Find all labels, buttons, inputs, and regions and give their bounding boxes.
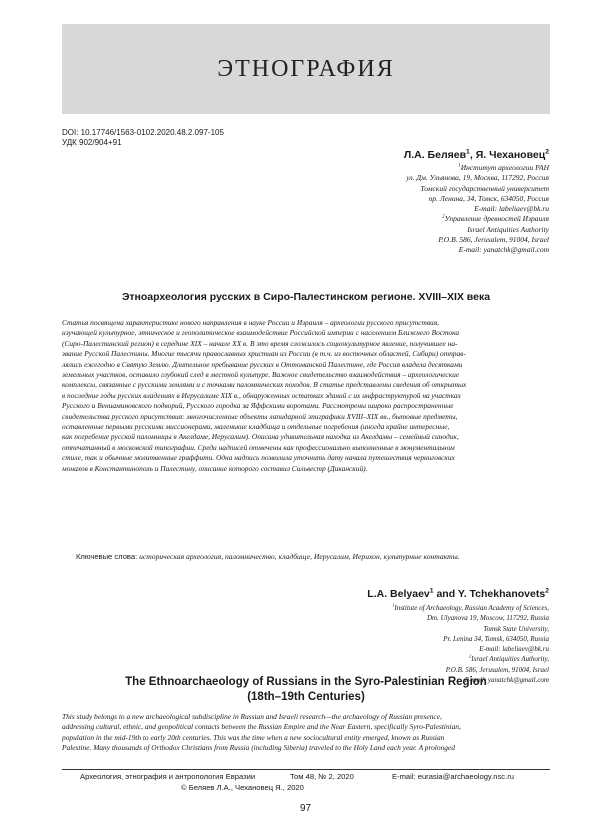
affiliation-line: Pr. Lenina 34, Tomsk, 634050, Russia — [443, 634, 549, 643]
affiliation-line: E-mail: yanatchk@gmail.com — [458, 245, 549, 255]
affiliation-line: Tomsk State University, — [483, 624, 549, 633]
affiliation-line: Dm. Ulyanova 19, Moscow, 117292, Russia — [426, 614, 549, 623]
article-title-en — [62, 675, 550, 704]
abstract-line: свидетельства русского присутствия: многочисленные объекты лапидарной эпиграфики XVIII–XIX вв., бытовые предметы, — [62, 411, 458, 421]
author-2-name: Я. Чехановец — [475, 149, 546, 161]
abstract-line: монахов в Константинополь и Палестину, описание которого составил Сильвестр (Диканский). — [62, 463, 368, 473]
author-1-name: Л.А. Беляев — [403, 149, 467, 161]
abstract-ru — [62, 318, 550, 474]
keywords-text: историческая археология, паломничество, кладбище, Иерусалим, Иерихон, культурные контакты. — [139, 552, 460, 561]
author-separator: and — [433, 588, 458, 600]
article-title-en-line: (18th–19th Centuries) — [247, 690, 365, 703]
abstract-line: лялись ежегодно в Святую Землю. Длительное пребывание русских в Оттоманской Палестине, где Россия владела десятками — [62, 359, 463, 369]
author-separator: , — [469, 149, 476, 161]
abstract-line: отпечатанный в московской типографии. Среди надписей отмечены как профессионально выполненные в монументальном — [62, 442, 455, 452]
article-title-en-line: The Ethnoarchaeology of Russians in the Syro-Palestinian Region — [125, 676, 487, 688]
affiliation-line: E-mail: labeliaev@bk.ru — [474, 204, 549, 214]
abstract-line: (Сиро-Палестинский регион) в середине XIX – начале XX в. В это время сложилось социокультурное явление, получившее на- — [62, 338, 458, 348]
abstract-line: addressing cultural, ethnic, and geopolitical contacts between the Russian Empire and the Near Eastern, specifically Syro-Palestinian, — [62, 722, 461, 732]
author-1-sup: 1 — [429, 587, 434, 595]
author-2-sup: 2 — [545, 587, 549, 595]
page-number: 97 — [299, 803, 312, 814]
authors-en — [367, 588, 549, 600]
doi-line: DOI: 10.17746/1563-0102.2020.48.2.097-105 — [62, 128, 224, 137]
affiliations-ru — [249, 163, 549, 256]
abstract-line: стиле, так и обычные молитвенные граффити. Одна надпись позволила уточнить дату начала путешествия черниговских — [62, 453, 455, 463]
abstract-line: Статья посвящена характеристике нового направления в науке России и Израиля – археологии русского присутствия, — [62, 318, 440, 327]
keywords-ru — [76, 552, 460, 561]
section-banner — [62, 24, 550, 114]
affiliation-line: E-mail: yanatchk@gmail.com — [464, 676, 549, 685]
affiliation-line: E-mail: labeliaev@bk.ru — [479, 645, 549, 654]
authors-ru — [404, 149, 549, 161]
abstract-line: This study belongs to a new archaeological subdiscipline in Russian and Israeli research—the archaeology of Russian presence, — [62, 712, 442, 721]
abstract-en — [62, 712, 550, 754]
keywords-label: Ключевые слова: — [76, 552, 138, 561]
affiliation-line: $^2$Israel Antiquities Authority, — [469, 654, 549, 664]
abstract-line: земельных участков, оставило глубокий след в местной культуре. Важное свидетельство взаимодействия – археологические — [62, 370, 460, 380]
article-title-ru: Этноархеология русских в Сиро-Палестинском регионе. XVIII–XIX века — [121, 291, 491, 303]
affiliations-en — [249, 603, 549, 685]
udk-line: УДК 902/904+91 — [62, 138, 122, 147]
affiliation-line: P.O.B. 586, Jerusalem, 91004, Israel — [438, 235, 549, 245]
abstract-line: Русского и Вениаминовского подворий, Русского городка за Яффскими воротами. Рассмотрены широко распространенные — [62, 401, 454, 411]
affiliation-line: P.O.B. 586, Jerusalem, 91004, Israel — [445, 665, 549, 674]
copyright: © Беляев Л.А., Чехановец Я., 2020 — [181, 783, 304, 792]
author-2-name: Y. Tchekhanovets — [457, 588, 546, 600]
abstract-line: оставленные первыми русскими миссионерами, маленькие кладбища и отдельные погребения (иногда крайне интересные, — [62, 422, 450, 432]
author-1-sup: 1 — [466, 148, 470, 156]
footer-divider — [62, 769, 550, 770]
abstract-line: population in the mid-19th to early 20th centuries. This was the time when a new sociocultural entity emerged, known as Russian — [62, 732, 445, 742]
abstract-line: звание Русской Палестины. Многие тысячи православных христиан из России (в т.ч. из восточных областей, Сибири) отправ- — [62, 349, 466, 359]
affiliation-line: Israel Antiquities Authority — [467, 224, 549, 234]
section-title: ЭТНОГРАФИЯ — [217, 56, 395, 82]
doi-block — [62, 128, 224, 148]
affiliation-line: пр. Ленина, 34, Томск, 634050, Россия — [428, 193, 549, 203]
affiliation-line: ул. Дм. Ульянова, 19, Москва, 117292, Россия — [406, 173, 549, 183]
affiliation-line: Томский государственный университет — [420, 183, 549, 193]
affiliation-line: $^2$Управление древностей Израиля — [442, 214, 549, 224]
author-1-name: L.A. Belyaev — [367, 588, 430, 600]
abstract-line: изучающей культурное, этническое и геополитическое взаимодействие Российской империи с населением Ближнего Востока — [62, 328, 460, 338]
journal-issue: Том 48, № 2, 2020 — [290, 772, 354, 781]
author-2-sup: 2 — [545, 148, 549, 156]
affiliation-line: $^1$Институт археологии РАН — [458, 163, 549, 172]
abstract-line: в последние годы русских владениях в Иерусалиме XIX в., обнаруженных остатках зданий с их инфраструктурой на участках — [62, 390, 461, 400]
affiliation-line: $^1$Institute of Archaeology, Russian Academy of Sciences, — [392, 602, 549, 612]
abstract-line: комплексы, связанные с русскими землями и с точками паломнических походов. В статье представлены сведения об открытых — [62, 380, 467, 390]
journal-email: E-mail: eurasia@archaeology.nsc.ru — [392, 772, 514, 781]
abstract-line: как погребение русской паломницы в Акелдаме, Иерусалим). Описана удивительная находка из Акелдамы – семейный синодик, — [62, 432, 459, 442]
journal-name: Археология, этнография и антропология Евразии — [80, 772, 256, 781]
abstract-line: Palestine. Many thousands of Orthodox Christians from Russia (including Siberia) traveled to the Holy Land each year. A prolonged — [62, 743, 455, 753]
